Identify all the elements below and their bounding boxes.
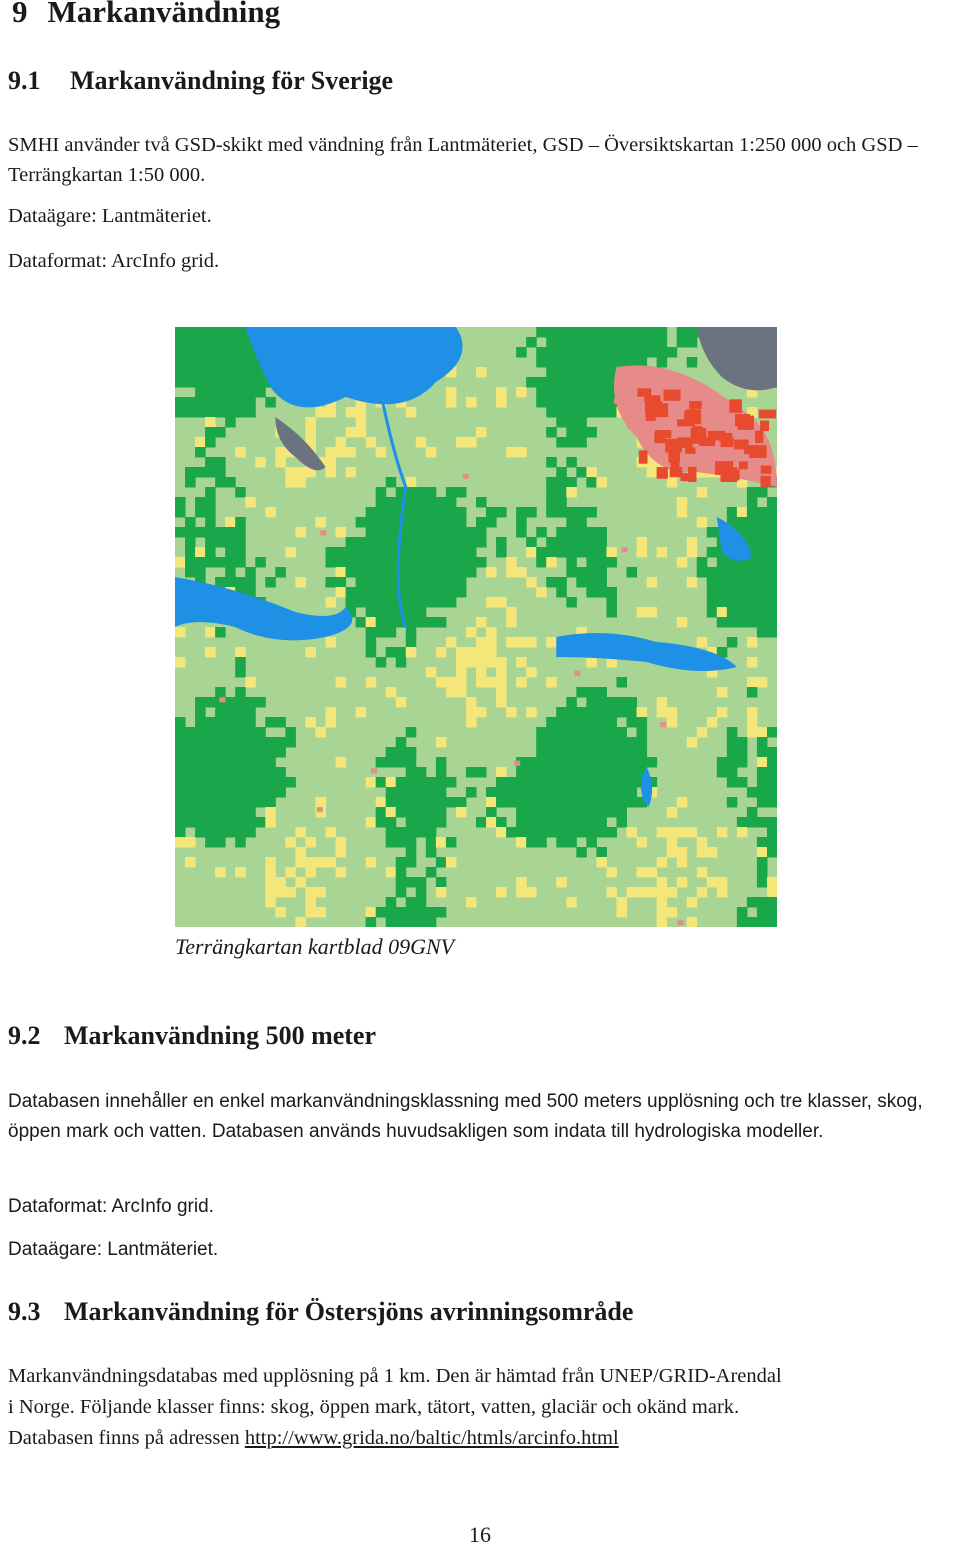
subsection-title: Markanvändning för Sverige bbox=[70, 66, 394, 95]
section-heading bbox=[12, 0, 280, 30]
section-number: 9 bbox=[12, 0, 28, 29]
paragraph-500m: Databasen innehåller en enkel markanvändningsklassning med 500 meters upplösning och tre klasser, skog, öppen mark och vatten. Databasen används huvudsakligen som indata till hydrologiska modeller. bbox=[8, 1091, 923, 1142]
paragraph-line-1: Markanvändningsdatabas med upplösning på 1 km. Den är hämtad från UNEP/GRID-Arendal bbox=[8, 1365, 782, 1387]
figure-caption: Terrängkartan kartblad 09GNV bbox=[175, 934, 455, 959]
page-number: 16 bbox=[469, 1522, 491, 1547]
subsection-number: 9.1 bbox=[8, 66, 41, 95]
subsection-number: 9.2 bbox=[8, 1021, 41, 1050]
data-format-text: Dataformat: ArcInfo grid. bbox=[8, 250, 220, 272]
link-prefix-text: Databasen finns på adressen bbox=[8, 1427, 245, 1449]
subsection-heading-9-3 bbox=[8, 1297, 633, 1327]
subsection-heading-9-2 bbox=[8, 1021, 376, 1051]
data-owner-text: Dataägare: Lantmäteriet. bbox=[8, 1239, 219, 1260]
data-format-text: Dataformat: ArcInfo grid. bbox=[8, 1196, 214, 1217]
section-title: Markanvändning bbox=[47, 0, 281, 29]
data-owner-text: Dataägare: Lantmäteriet. bbox=[8, 205, 212, 227]
grida-link[interactable]: http://www.grida.no/baltic/htmls/arcinfo.html bbox=[244, 1427, 619, 1449]
subsection-number: 9.3 bbox=[8, 1297, 41, 1326]
land-use-map-image bbox=[175, 327, 777, 927]
land-use-map bbox=[175, 327, 777, 927]
subsection-heading-9-1 bbox=[8, 66, 393, 96]
paragraph-gsd: SMHI använder två GSD-skikt med vändning från Lantmäteriet, GSD – Översiktskartan 1:250 000 och GSD – Terrängkartan 1:50 000. bbox=[8, 134, 918, 186]
paragraph-line-2: i Norge. Följande klasser finns: skog, öppen mark, tätort, vatten, glaciär och okänd mark. bbox=[8, 1396, 740, 1418]
subsection-title: Markanvändning för Östersjöns avrinningsområde bbox=[64, 1297, 634, 1326]
paragraph-line-3 bbox=[8, 1423, 619, 1453]
subsection-title: Markanvändning 500 meter bbox=[64, 1021, 376, 1050]
